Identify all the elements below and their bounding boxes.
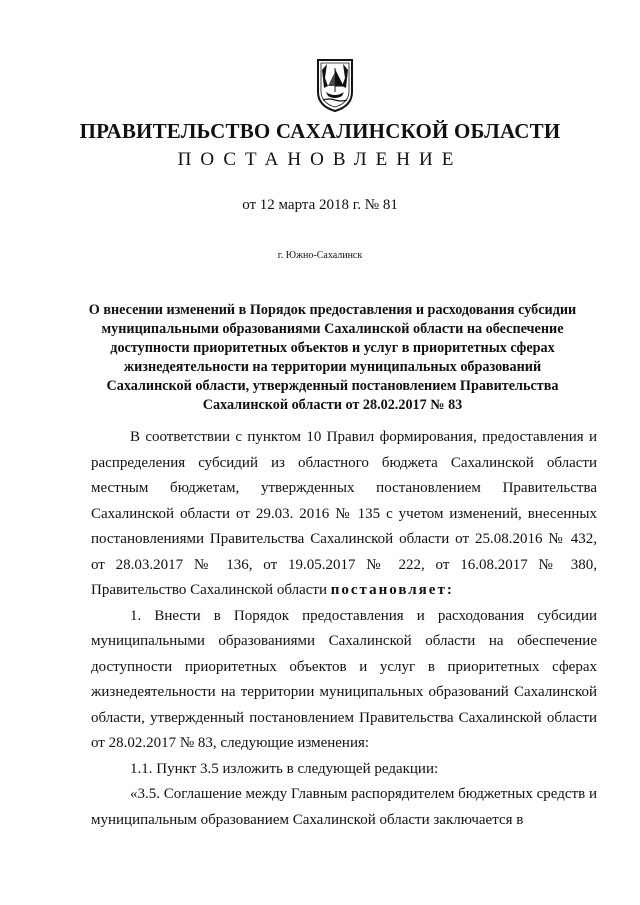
intro-paragraph: [91, 425, 597, 604]
document-body: [91, 425, 597, 833]
document-type: ПОСТАНОВЛЕНИЕ: [177, 149, 463, 170]
document-city: г. Южно-Сахалинск: [277, 250, 363, 261]
document-title: О внесении изменений в Порядок предоставления и расходования субсидии муниципальными образованиями Сахалинской области на обеспечение доступности приоритетных объектов и услуг в приоритетных сферах жизнедеятельности на территории муниципальных образований Сахалинской области, утвержденный постановлением Правительства Сахалинской области от 28.02.2017 № 83: [88, 302, 577, 413]
resolves-text: постановляет:: [330, 582, 454, 598]
coat-of-arms-icon: [316, 58, 354, 112]
document-date-number: от 12 марта 2018 г. № 81: [242, 197, 398, 213]
item-1-paragraph: 1. Внести в Порядок предоставления и расходования субсидии муниципальными образованиями Сахалинской области на обеспечение доступности приоритетных объектов и услуг в приоритетных сферах жизнедеятельности на территории муниципальных образований Сахалинской области, утвержденный постановлением Правительства Сахалинской области от 28.02.2017 № 83, следующие изменения:: [91, 607, 597, 751]
intro-text: В соответствии с пунктом 10 Правил формирования, предоставления и распределения субсидий из областного бюджета Сахалинской области местным бюджетам, утвержденных постановлением Правительства Сахалинской области от 29.03. 2016 № 135 с учетом изменений, внесенных постановлениями Правительства Сахалинской области от 25.08.2016 № 432, от 28.03.2017 № 136, от 19.05.2017 № 222, от 16.08.2017 № 380, Правительство Сахалинской области: [91, 429, 597, 598]
item-3-5-paragraph: «3.5. Соглашение между Главным распорядителем бюджетных средств и муниципальным образованием Сахалинской области заключается в: [91, 786, 597, 828]
organization-name: ПРАВИТЕЛЬСТВО САХАЛИНСКОЙ ОБЛАСТИ: [79, 119, 561, 143]
item-1-1-paragraph: 1.1. Пункт 3.5 изложить в следующей редакции:: [130, 760, 439, 777]
